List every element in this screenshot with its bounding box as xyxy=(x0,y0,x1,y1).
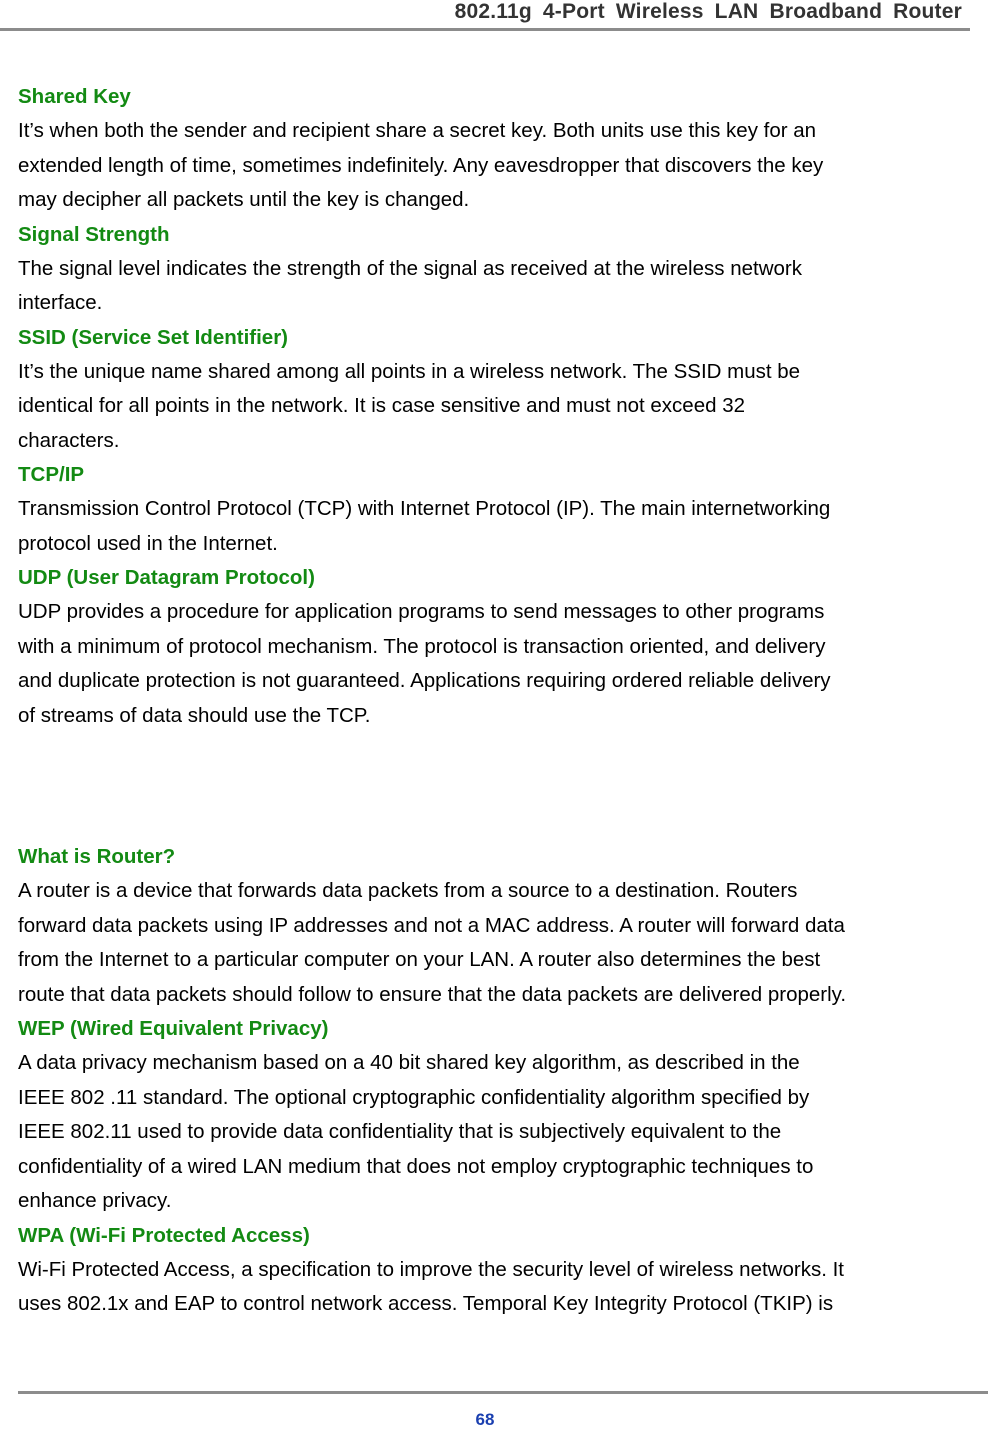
term-heading: What is Router? xyxy=(18,845,176,868)
term-description-line: forward data packets using IP addresses and not a MAC address. A router will forward data xyxy=(18,913,845,937)
term-description-line: characters. xyxy=(18,428,120,452)
term-heading: SSID (Service Set Identifier) xyxy=(18,325,289,349)
header-divider xyxy=(0,28,970,31)
glossary-entry-wpa xyxy=(18,1219,970,1322)
term-description-line: enhance privacy. xyxy=(18,1189,172,1212)
term-heading: Signal Strength xyxy=(18,222,170,246)
term-description-line: The signal level indicates the strength of the signal as received at the wireless network xyxy=(18,256,802,280)
term-description-line: confidentiality of a wired LAN medium that does not employ cryptographic techniques to xyxy=(18,1154,814,1178)
term-description-line: route that data packets should follow to ensure that the data packets are delivered properly. xyxy=(18,982,847,1006)
term-heading: UDP (User Datagram Protocol) xyxy=(18,566,315,589)
term-description-line: protocol used in the Internet. xyxy=(18,531,278,555)
term-description-line: Transmission Control Protocol (TCP) with Internet Protocol (IP). The main internetworking xyxy=(18,497,831,520)
term-description-line: identical for all points in the network. It is case sensitive and must not exceed 32 xyxy=(18,394,745,417)
term-description-line: with a minimum of protocol mechanism. The protocol is transaction oriented, and delivery xyxy=(18,634,826,658)
glossary-entry-tcp-ip xyxy=(18,458,970,561)
term-description-line: and duplicate protection is not guaranteed. Applications requiring ordered reliable delivery xyxy=(18,669,831,692)
term-description-line: Wi-Fi Protected Access, a specification to improve the security level of wireless networks. It xyxy=(18,1257,844,1281)
term-heading: WEP (Wired Equivalent Privacy) xyxy=(18,1017,329,1040)
term-description-line: interface. xyxy=(18,291,103,314)
term-heading: TCP/IP xyxy=(18,463,85,486)
footer-divider xyxy=(18,1391,988,1394)
term-description-line: uses 802.1x and EAP to control network access. Temporal Key Integrity Protocol (TKIP) is xyxy=(18,1292,834,1315)
term-description-line: A router is a device that forwards data packets from a source to a destination. Routers xyxy=(18,879,798,902)
term-description-line: IEEE 802 .11 standard. The optional cryptographic confidentiality algorithm specified by xyxy=(18,1085,810,1109)
term-heading: Shared Key xyxy=(18,85,131,108)
glossary-entry-ssid xyxy=(18,321,970,459)
term-description-line: IEEE 802.11 used to provide data confidentiality that is subjectively equivalent to the xyxy=(18,1120,782,1143)
section-spacer xyxy=(18,733,970,840)
term-description-line: It’s the unique name shared among all points in a wireless network. The SSID must be xyxy=(18,359,801,383)
term-heading: WPA (Wi-Fi Protected Access) xyxy=(18,1223,310,1247)
term-description-line: extended length of time, sometimes indefinitely. Any eavesdropper that discovers the key xyxy=(18,153,824,177)
term-description-line: may decipher all packets until the key is changed. xyxy=(18,188,470,211)
glossary-entry-shared-key xyxy=(18,80,970,218)
glossary-entry-wep xyxy=(18,1012,970,1219)
glossary-entry-router xyxy=(18,840,970,1012)
term-description-line: A data privacy mechanism based on a 40 bit shared key algorithm, as described in the xyxy=(18,1051,800,1074)
term-description-line: UDP provides a procedure for application programs to send messages to other programs xyxy=(18,600,825,623)
term-description-line: of streams of data should use the TCP. xyxy=(18,703,371,727)
term-description-line: It’s when both the sender and recipient share a secret key. Both units use this key for an xyxy=(18,119,817,142)
term-description-line: from the Internet to a particular computer on your LAN. A router also determines the best xyxy=(18,948,821,971)
glossary-entry-udp xyxy=(18,561,970,733)
page-number: 68 xyxy=(475,1410,495,1429)
glossary-entry-signal-strength xyxy=(18,218,970,321)
header-title: 802.11g 4-Port Wireless LAN Broadband Router xyxy=(454,0,962,23)
glossary-content xyxy=(18,80,970,1322)
